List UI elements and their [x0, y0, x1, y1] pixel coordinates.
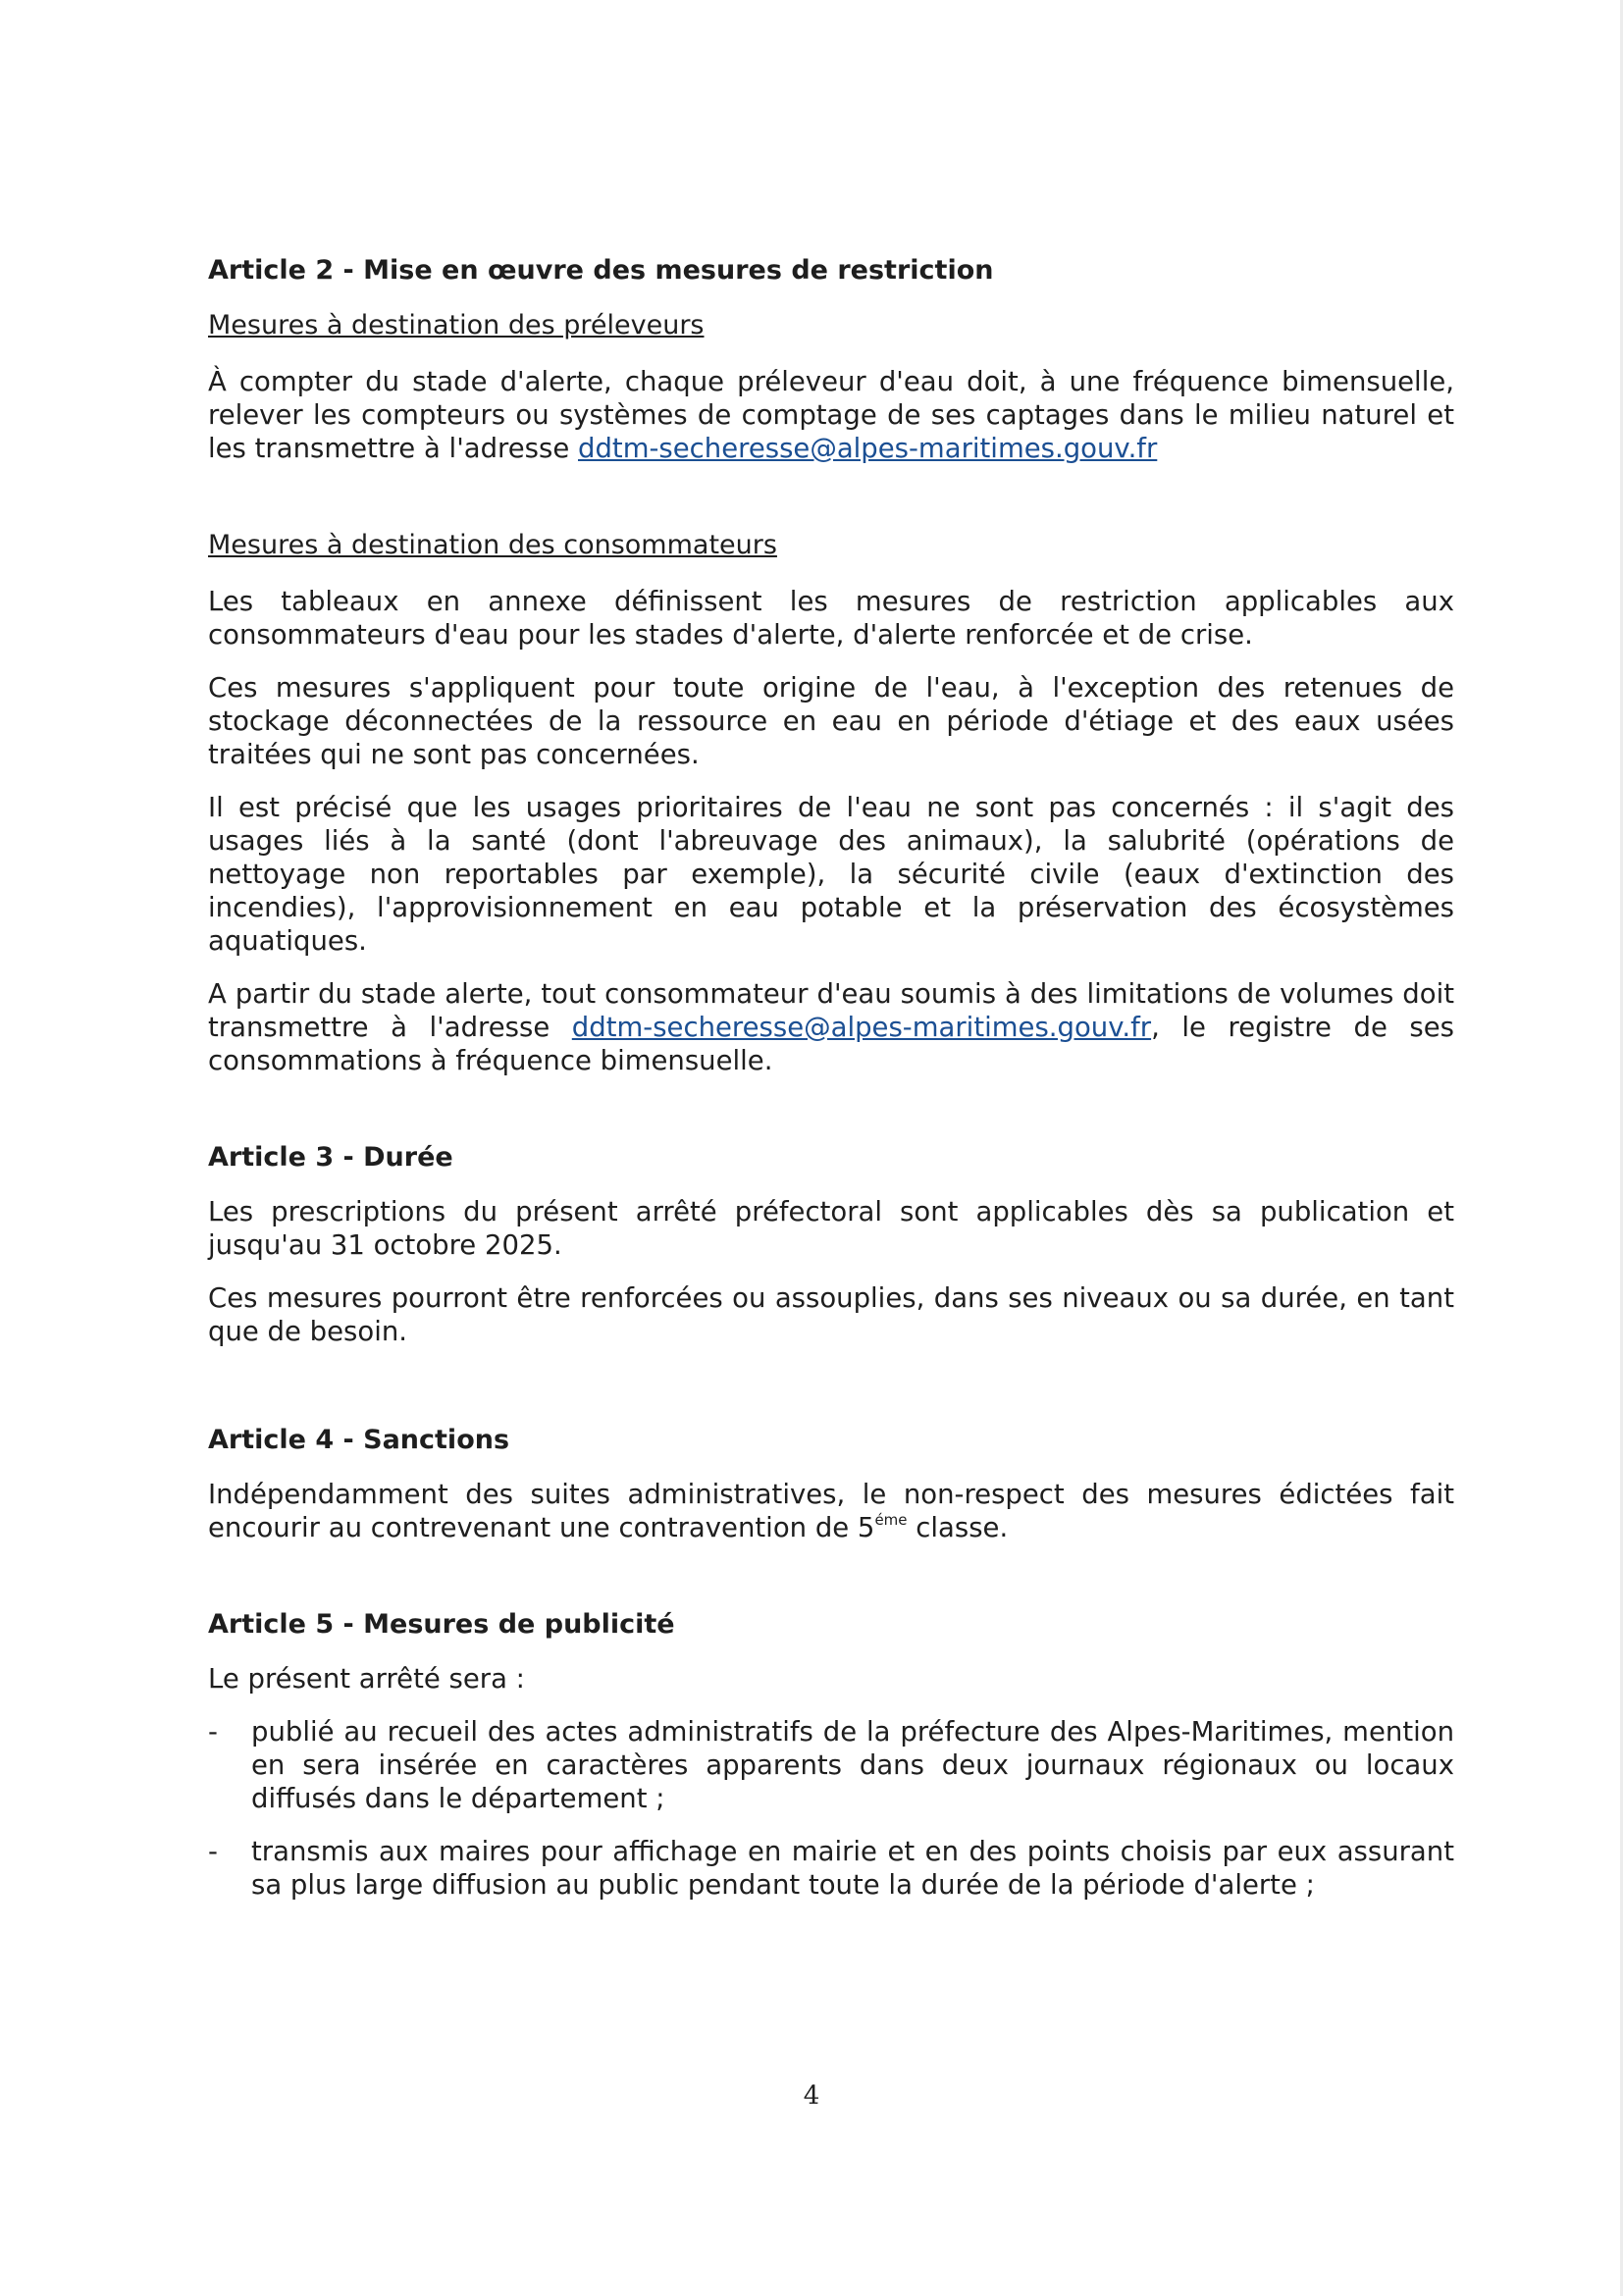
article-5-title: Article 5 - Mesures de publicité — [208, 1609, 675, 1640]
paragraph-renforcement: Ces mesures pourront être renforcées ou assouplies, dans ses niveaux ou sa durée, en tant que de besoin. — [208, 1282, 1454, 1347]
list-item-text: publié au recueil des actes administratifs de la préfecture des Alpes-Maritimes, mention en sera insérée en caractères apparents dans deux journaux régionaux ou locaux diffusés dans le département ; — [251, 1716, 1454, 1814]
spacer — [208, 1564, 1454, 1607]
email-link[interactable]: ddtm-secheresse@alpes-maritimes.gouv.fr — [578, 433, 1158, 464]
paragraph-text: A partir du stade alerte, tout consommateur d'eau soumis à des limitations de volumes doit transmettre à l'adresse — [208, 978, 1454, 1043]
spacer — [208, 1368, 1454, 1423]
paragraph-text: , le registre de ses consommations à fréquence bimensuelle. — [208, 1012, 1454, 1076]
article-2-title: Article 2 - Mise en œuvre des mesures de restriction — [208, 255, 994, 286]
paragraph-registre — [208, 977, 1454, 1077]
paragraph-usages-prioritaires: Il est précisé que les usages prioritaires de l'eau ne sont pas concernés : il s'agit des usages liés à la santé (dont l'abreuvage des animaux), la salubrité (opérations de nettoyage non reportables par exemple), la sécurité civile (eaux d'extinction des incendies), l'approvisionnement en eau potable et la préservation des écosystèmes aquatiques. — [208, 792, 1454, 957]
subheading-preleveurs: Mesures à destination des préleveurs — [208, 310, 705, 340]
paragraph-origine-eau: Ces mesures s'appliquent pour toute origine de l'eau, à l'exception des retenues de stockage déconnectées de la ressource en eau en période d'étiage et des eaux usées traitées qui ne sont pas concernées. — [208, 672, 1454, 770]
list-item — [208, 1835, 1454, 1902]
paragraph-text: Indépendamment des suites administratives, le non-respect des mesures édictées fait encourir au contrevenant une contravention de 5 — [208, 1479, 1454, 1543]
paragraph-duree: Les prescriptions du présent arrêté préfectoral sont applicables dès sa publication et jusqu'au 31 octobre 2025. — [208, 1196, 1454, 1261]
spacer — [208, 1097, 1454, 1140]
article-4-title: Article 4 - Sanctions — [208, 1425, 510, 1455]
publicity-list — [208, 1715, 1454, 1902]
dash-bullet: - — [208, 1836, 218, 1867]
spacer — [208, 485, 1454, 528]
paragraph-sanctions — [208, 1478, 1454, 1544]
superscript: éme — [874, 1511, 908, 1529]
paragraph-text: À compter du stade d'alerte, chaque préleveur d'eau doit, à une fréquence bimensuelle, relever les compteurs ou systèmes de comptage de ses captages dans le milieu naturel et les transmettre à l'adresse — [208, 366, 1454, 464]
article-3-title: Article 3 - Durée — [208, 1142, 453, 1173]
subheading-consommateurs: Mesures à destination des consommateurs — [208, 530, 777, 560]
list-item-text: transmis aux maires pour affichage en mairie et en des points choisis par eux assurant sa plus large diffusion au public pendant toute la durée de la période d'alerte ; — [251, 1836, 1454, 1901]
page-number: 4 — [803, 2081, 820, 2111]
dash-bullet: - — [208, 1716, 218, 1748]
paragraph-preleveurs — [208, 365, 1454, 465]
paragraph-text: classe. — [907, 1512, 1009, 1543]
paragraph-tableaux: Les tableaux en annexe définissent les mesures de restriction applicables aux consommateurs d'eau pour les stades d'alerte, d'alerte renforcée et de crise. — [208, 586, 1454, 651]
email-link[interactable]: ddtm-secheresse@alpes-maritimes.gouv.fr — [571, 1012, 1152, 1043]
list-item — [208, 1715, 1454, 1815]
paragraph-intro: Le présent arrêté sera : — [208, 1663, 525, 1695]
page-content — [208, 253, 1454, 1921]
